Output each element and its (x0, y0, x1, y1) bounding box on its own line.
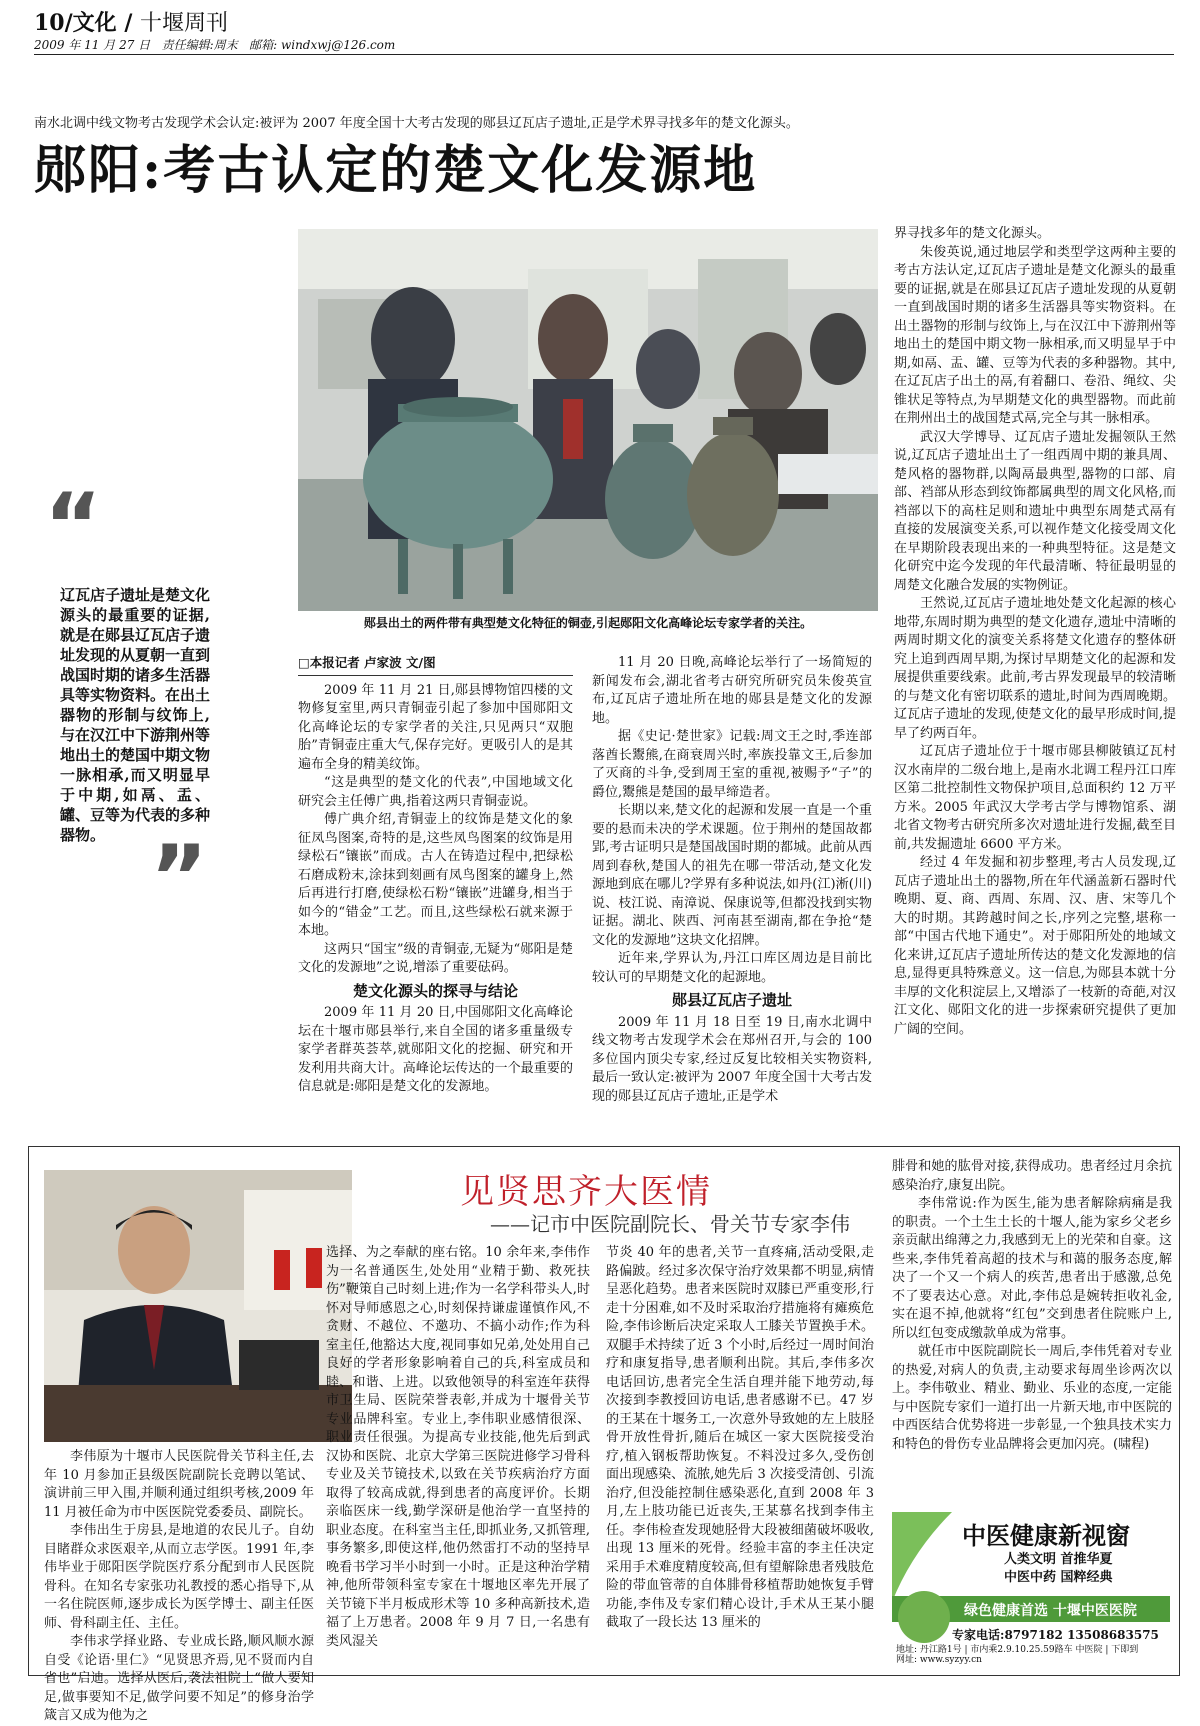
paragraph: 11 月 20 日晚,高峰论坛举行了一场简短的新闻发布会,湖北省考古研究所研究员朱俊英宣布,辽瓦店子遗址所在地的郧县是楚文化的发源地。 (592, 655, 872, 726)
banner-title: 中医健康新视窗 (962, 1522, 1130, 1550)
header-meta (34, 36, 395, 53)
banner-tagline-1: 人类文明 首推华夏 (1004, 1552, 1113, 1567)
paragraph: 2009 年 11 月 18 日至 19 日,南水北调中线文物考古发现学术会在郑州召开,与会的 100 多位国内顶尖专家,经过反复比较相关实物资料,最后一致认定:被评为 2007 年度全国十大考古发现的郧县辽瓦店子遗址,正是学术 (592, 1014, 872, 1104)
phone-label: 专家电话: (952, 1628, 1005, 1642)
paragraph: 节炎 40 年的患者,关节一直疼痛,活动受限,走路偏跛。经过多次保守治疗效果都不明显,病情呈恶化趋势。患者来医院时双膝已严重变形,行走十分困难,如不及时采取治疗措施将有瘫痪危险,李伟诊断后决定采取人工膝关节置换手术。双腿手术持续了近 3 个小时,后经过一周时间治疗和康复指导,患者顺利出院。其后,李伟多次电话回访,患者完全生活自理并能下地劳动,每次接到李教授回访电话,患者感谢不已。47 岁的王某在十堰务工,一次意外导致她的左上肢胫骨开放性骨折,随后在城区一家大医院接受治疗,植入钢板帮助恢复。不料没过多久,受伤创面出现感染、流脓,她先后 3 次接受清创、引流治疗,但没能控制住感染恶化,直到 2008 年 3 月,左上肢功能已近丧失,王某慕名找到李伟主任。李伟检查发现她胫骨大段被细菌破坏吸收,出现 13 厘米的死骨。经验丰富的李主任决定采用手术难度精度较高,但有望解除患者残肢危险的带血管蒂的自体腓骨移植帮助她恢复手臂功能,李伟及专家们精心设计,手术从王某小腿截取了一段长达 13 厘米的 (606, 1245, 874, 1630)
paragraph: 朱俊英说,通过地层学和类型学这两种主要的考古方法认定,辽瓦店子遗址是楚文化源头的最重要的证据,就是在郧县辽瓦店子遗址发现的从夏朝一直到战国时期的诸多生活器具等实物资料。在出土器物的形制与纹饰上,与在汉江中下游荆州等地出土的楚国中期文物一脉相承,而又明显早于中期,如鬲、盂、罐、豆等为代表的多种器物。其中,在辽瓦店子出土的鬲,有着翻口、卷沿、绳纹、尖锥状足等特点,为早期楚文化的典型器物。而此前在荆州出土的战国楚式鬲,完全与其一脉相承。 (894, 244, 1176, 426)
paragraph: 2009 年 11 月 21 日,郧县博物馆四楼的文物修复室里,两只青铜壶引起了参加中国郧阳文化高峰论坛的专家学者的关注,只见两只“双胞胎”青铜壶庄重大气,保存完好。更吸引人的是其遍布全身的精美纹饰。 (298, 682, 573, 772)
banner-green-strip: 绿色健康首选 十堰中医医院 (964, 1603, 1137, 1619)
hospital-banner (892, 1512, 1170, 1665)
feature-column-4 (892, 1158, 1172, 1506)
paragraph: 武汉大学博导、辽瓦店子遗址发掘领队王然说,辽瓦店子遗址出土了一组西周中期的兼具周、楚风格的器物群,以陶鬲最典型,器物的口部、肩部、裆部从形态到纹饰都属典型的周文化风格,而裆部以下的高柱足则和遗址中典型东周楚式鬲有直接的发展演变关系,可以视作楚文化接受周文化在早期阶段表现出来的一种典型特征。这是楚文化研究中迄今发现的年代最清晰、特征最明显的周楚文化融合发展的实物例证。 (894, 429, 1176, 593)
paragraph: 腓骨和她的肱骨对接,获得成功。患者经过月余抗感染治疗,康复出院。 (892, 1159, 1172, 1193)
photo-caption: 郧县出土的两件带有典型楚文化特征的铜壶,引起郧阳文化高峰论坛专家学者的关注。 (363, 616, 813, 630)
paragraph: “这是典型的楚文化的代表”,中国地域文化研究会主任傅广典,指着这两只青铜壶说。 (298, 775, 573, 809)
paragraph: 近年来,学界认为,丹江口库区周边是目前比较认可的早期楚文化的起源地。 (592, 951, 872, 985)
paragraph: 经过 4 年发掘和初步整理,考古人员发现,辽瓦店子遗址出土的器物,所在年代涵盖新石器时代晚期、夏、商、西周、东周、汉、唐、宋等几个大的时期。其跨越时间之长,序列之完整,堪称一部“中国古代地下通史”。对于郧阳所处的地域文化来讲,辽瓦店子遗址所传达的楚文化发源地的信息,显得更具特殊意义。这一信息,为郧县本就十分丰厚的文化积淀层上,又增添了一枝新的奇葩,对汉江文化、郧阳文化的进一步探索研究提供了更加广阔的空间。 (894, 855, 1176, 1037)
section-label: 10/文化 (34, 10, 117, 36)
article-headline: 郧阳:考古认定的楚文化发源地 (34, 140, 758, 201)
feature-column-3 (606, 1244, 874, 1669)
paragraph: 辽瓦店子遗址位于十堰市郧县柳陂镇辽瓦村汉水南岸的二级台地上,是南水北调工程丹江口库区第二批控制性文物保护项目,总面积约 12 万平方米。2005 年武汉大学考古学与博物馆系、湖北省文物考古研究所多次对遗址进行发掘,截至目前,共发掘遗址 6600 平方米。 (894, 744, 1176, 852)
article-column-1 (298, 654, 573, 1134)
paper-name: 十堰周刊 (140, 11, 229, 36)
paragraph: 这两只“国宝”级的青铜壶,无疑为“郧阳是楚文化的发源地”之说,增添了重要砝码。 (298, 941, 573, 975)
paragraph: 选择、为之奉献的座右铭。10 余年来,李伟作为一名普通医生,处处用“业精于勤、救死扶伤”鞭策自己时刻上进;作为一名学科带头人,时怀对导师感恩之心,时刻保持谦虚谨慎作风,不贪财、不越位、不邀功、不搞小动作;作为科室主任,他豁达大度,视同事如兄弟,处处用自己良好的学者形象影响着自己的兵,科室成员和睦、和谐、上进。以致他领导的科室连年获得市卫生局、医院荣誉表彰,并成为十堰骨关节专业品牌科室。专业上,李伟职业感情很深、职业责任很强。为提高专业技能,他先后到武汉协和医院、北京大学第三医院进修学习骨科专业及关节镜技术,以致在关节疾病治疗方面取得了较高成就,得到患者的高度评价。长期亲临医床一线,勤学深研是他治学一直坚持的职业态度。在科室当主任,即抓业务,又抓管理,事务繁多,即使这样,他仍然雷打不动的坚持早晚看书学习半小时到一小时。正是这种治学精神,他所带领科室专家在十堰地区率先开展了关节镜下半月板成形术等 10 多种高新技术,造福了上万患者。2008 年 9 月 7 日,一名患有类风湿关 (326, 1245, 590, 1649)
subhead-origin: 楚文化源头的探寻与结论 (352, 981, 518, 1000)
article-kicker: 南水北调中线文物考古发现学术会认定:被评为 2007 年度全国十大考古发现的郧县辽瓦店子遗址,正是学术界寻找多年的楚文化源头。 (34, 116, 799, 131)
article-column-2 (592, 654, 872, 1134)
paragraph: 李伟求学择业路、专业成长路,顺风顺水源自受《论语·里仁》“见贤思齐焉,见不贤而内自省也”启迪。选择从医后,袭法祖院士“做人要知足,做事要知不足,做学问要不知足”的修身治学箴言又成为他为之 (44, 1634, 314, 1723)
date-line: 2009 年 11 月 27 日 (34, 38, 151, 52)
doctor-photo (44, 1170, 352, 1442)
paragraph: 就任市中医院副院长一周后,李伟凭着对专业的热爱,对病人的负责,主动要求每周坐诊两次以上。李伟敬业、精业、勤业、乐业的态度,一定能与中医院专家们一道打出一片新天地,市中医院的中西医结合优势将进一步彰显,一个独具技术实力和特色的骨伤专业品牌将会更加闪亮。(啸程) (892, 1344, 1172, 1452)
article-column-3 (894, 225, 1176, 1130)
subhead-site: 郧县辽瓦店子遗址 (671, 991, 792, 1009)
banner-phone (952, 1626, 1159, 1643)
feature-column-1 (44, 1448, 314, 1723)
close-quote-mark: ” (150, 826, 208, 929)
paragraph: 李伟常说:作为医生,能为患者解除病痛是我的职责。一个土生土长的十堰人,能为家乡父老乡亲贡献出绵薄之力,我感到无上的光荣和自豪。这些来,李伟凭着高超的技术与和蔼的服务态度,解决了一个又一个病人的疾苦,患者出于感激,总免不了要表达心意。对此,李伟总是婉转拒收礼金,实在退不掉,他就将“红包”交到患者住院账户上,所以红包变成缴款单成为常事。 (892, 1196, 1172, 1341)
paragraph: 李伟出生于房县,是地道的农民儿子。自幼目睹群众求医艰辛,从而立志学医。1991 年,李伟毕业于郧阳医学院医疗系分配到市人民医院骨科。在知名专家张功礼教授的悉心指导下,从一名住院医师,逐步成长为医学博士、副主任医师、骨科副主任、主任。 (44, 1523, 314, 1631)
paragraph: 2009 年 11 月 20 日,中国郧阳文化高峰论坛在十堰市郧县举行,来自全国的诸多重量级专家学者群英荟萃,就郧阳文化的挖掘、研究和开发利用共商大计。高峰论坛传达的一个最重要的信息就是:郧阳是楚文化的发源地。 (298, 1005, 573, 1094)
email-line: 邮箱: windxwj@126.com (249, 38, 396, 52)
paragraph: 据《史记·楚世家》记载:周文王之时,季连部落酋长鬻熊,在商衰周兴时,率族投靠文王,后参加了灭商的斗争,受到周王室的重视,被赐予“子”的爵位,鬻熊是楚国的最早缔造者。 (592, 729, 872, 800)
paragraph: 傅广典介绍,青铜壶上的纹饰是楚文化的象征凤鸟图案,奇特的是,这些凤鸟图案的纹饰是用绿松石“镶嵌”而成。古人在铸造过程中,把绿松石磨成粉末,涂抹到刻画有凤鸟图案的罐身上,然后再进行打磨,使绿松石粉“镶嵌”进罐身,相当于如今的“错金”工艺。而且,这些绿松石就来源于本地。 (298, 812, 573, 938)
doctor-portrait (44, 1170, 352, 1442)
feature-column-2 (326, 1244, 590, 1669)
byline: □本报记者 卢家波 文/图 (298, 654, 573, 676)
paragraph: 长期以来,楚文化的起源和发展一直是一个重要的悬而未决的学术课题。位于荆州的楚国故都郢,考古证明只是楚国战国时期的都城。此前从西周到春秋,楚国人的祖先在哪一带活动,楚文化发源地到底在哪儿?学界有多种说法,如丹(江)淅(川)说、枝江说、南漳说、保康说等,但都没找到实物证据。湖北、陕西、河南甚至湖南,都在争抢“楚文化的发源地”这块文化招牌。 (592, 803, 872, 948)
editor-line: 责任编辑:周末 (161, 38, 238, 52)
page-header (34, 6, 1174, 55)
feature-subtitle: ——记市中医院副院长、骨关节专家李伟 (490, 1212, 850, 1236)
phone-number: 8797182 13508683575 (1004, 1628, 1159, 1642)
pull-quote: 辽瓦店子遗址是楚文化源头的最重要的证据,就是在郧县辽瓦店子遗址发现的从夏朝一直到战国时期的诸多生活器具等实物资料。在出土器物的形制与纹饰上,与在汉江中下游荆州等地出土的楚国中期文物一脉相承,而又明显早于中期,如鬲、盂、罐、豆等为代表的多种器物。 (60, 586, 211, 844)
paragraph: 王然说,辽瓦店子遗址地处楚文化起源的核心地带,东周时期为典型的楚文化遗存,遗址中清晰的两周时期文化的演变关系将楚文化遗存的整体研究上追到西周早期,为探讨早期楚文化的起源和发展提供重要线索。此前,考古界发现最早的较清晰的与楚文化有密切联系的遗址,时间为西周晚期。辽瓦店子遗址的发现,使楚文化的最早形成时间,提早了约两百年。 (894, 596, 1176, 741)
banner-tagline-2: 中医中药 国粹经典 (1004, 1570, 1113, 1585)
banner-website[interactable]: 网址: www.syzyy.cn (896, 1655, 982, 1665)
paragraph: 李伟原为十堰市人民医院骨关节科主任,去年 10 月参加正县级医院副院长竞聘以笔试、演讲前三甲入围,并顺利通过组织考核,2009 年 11 月被任命为市中医医院党委委员、副院长。 (44, 1449, 314, 1520)
page-section: 10/文化 / 十堰周刊 (34, 10, 229, 36)
paragraph: 界寻找多年的楚文化源头。 (894, 226, 1051, 241)
article-photo (298, 229, 878, 611)
bronze-vessels-photo (298, 229, 878, 611)
open-quote-mark: “ (44, 474, 102, 577)
banner-address: 地址: 丹江路1号 | 市内乘2.9.10.25.59路车 中医院 | 下即到 (896, 1645, 1139, 1655)
feature-title: 见贤思齐大医情 (460, 1172, 712, 1212)
